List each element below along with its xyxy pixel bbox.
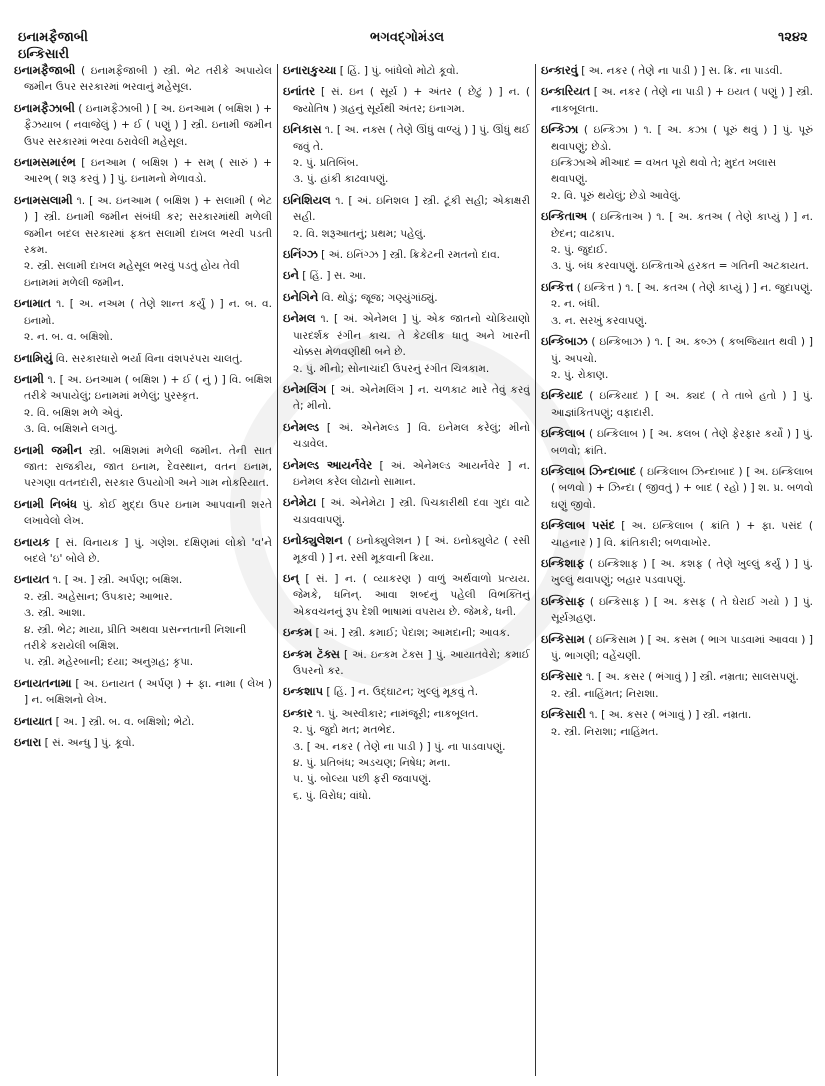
entry-definition (541, 279, 813, 296)
definition-text: ૧. પું. અસ્વીકાર; નામંજૂરી; નાકબૂલત. (316, 707, 479, 720)
entry-definition (283, 62, 530, 79)
sense: ૩. સ્ત્રી. આશા. (24, 607, 86, 620)
headword: ઇનામસલામી (14, 192, 73, 207)
dictionary-entry (283, 532, 530, 566)
sense: ૪. સ્ત્રી. ભેટ; માયા, પ્રીતિ અથવા પ્રસન્નતાની નિશાની તરીકે કરાયેલી બક્ષિશ. (24, 623, 247, 652)
sense: ૩. વિ. બક્ષિશને લગતું. (24, 423, 118, 436)
entry-definition (541, 668, 813, 685)
headword: ઇનેગિને (283, 289, 319, 304)
definition-text: [ અં. ઇનિંગ્ઝ ] સ્ત્રી. ક્રિકેટની રમતનો દાવ. (321, 249, 501, 262)
headword: ઇન્કિસામ (541, 631, 585, 646)
definition-text: [ અ. ] સ્ત્રી. બ. વ. બક્ષિશો; ભેટો. (55, 715, 195, 728)
column-3 (541, 62, 813, 1077)
column-divider (535, 64, 536, 1076)
entry-definition (283, 683, 530, 700)
headword: ઇનામાત (14, 296, 51, 311)
sense: ૨. પું. રોકાણ. (551, 368, 609, 381)
sense: ૬. પું. વિરોધ; વાંધો. (293, 789, 372, 802)
definition-text: [ અં. એનેમલિંગ ] ન. ચળકાટ મારે તેવું કરવું તે; મીનો. (293, 383, 530, 413)
entry-definition (14, 371, 272, 405)
dictionary-entry (283, 705, 530, 804)
headword: ઇનામી નિબંધ (14, 496, 78, 511)
dictionary-entry (283, 683, 530, 700)
sense: ૨. વિ. શરૂઆતનું; પ્રથમ; પહેલું. (293, 227, 427, 240)
definition-text: [ અં. એનેમલ્ડ આયર્નવેર ] ન. ઇનેમલ કરેલ લોઢાનો સામાન. (293, 459, 530, 488)
dictionary-entry (541, 208, 813, 275)
definition-text: [ અ. ઇનાયત ( અર્પણ ) + ફા. નામા ( લેખ ) ] ન. બક્ષિશનો લેખ. (24, 677, 272, 707)
dictionary-entry (283, 381, 530, 415)
entry-definition (283, 192, 530, 226)
entry-definition (283, 83, 530, 117)
dictionary-entry (14, 62, 272, 96)
definition-text: ૧. [ અ. નઅમ ( તેણે શાન્ત કર્યું ) ] ન. બ. વ. ઇનામો. (24, 298, 272, 327)
headword: ઇન્કિયાદ (541, 388, 584, 403)
definition-text: [ અં. ] સ્ત્રી. કમાઈ; પેદાશ; આમદાની; આવક. (315, 627, 511, 640)
dictionary-entry (283, 570, 530, 620)
column-divider (277, 64, 278, 1076)
definition-text: ( ઇન્કિયાદ ) [ અ. ક્યદ ( તે તાબે હતો ) ] પું. આજ્ઞાંકિતપણું; વફાદારી. (551, 390, 813, 419)
sense: ૫. સ્ત્રી. મહેરબાની; દયા; અનુગ્રહ; કૃપા. (24, 656, 194, 669)
headword: ઇનારાકુચ્ચા (283, 63, 337, 77)
definition-text: વિ. સરકારધારો ભર્યા વિના વંશપરંપરા ચાલતું. (55, 352, 243, 365)
entry-definition (14, 734, 272, 751)
definition-text: [ સં. ઇન ( સૂર્ય ) + અંતર ( છેટું ) ] ન. ( જ્યોતિષ ) ગ્રહનું સૂર્યથી અંતર; ઇનાગમ. (293, 86, 530, 115)
sense: ૨. વિ. પૂરું થયેલું; છેડો આવેલું. (551, 189, 681, 202)
entry-definition (541, 706, 813, 723)
entry-definition (283, 310, 530, 360)
dictionary-entry (283, 192, 530, 242)
definition-text: [ હિં. ] ન. ઉદ્ઘાટન; ખુલ્લું મૂકવું તે. (326, 686, 479, 699)
dictionary-entry (14, 371, 272, 438)
book-title: ભગવદ્ગોમંડલ (370, 30, 445, 45)
definition-text: [ અં. એનેમેટા ] સ્ત્રી. પિચકારીથી દવા ગુદા વાટે ચડાવવાપણું. (293, 497, 530, 526)
definition-text: [ અ. નકર ( તેણે ના પાડી ) + ઇયત ( પણું ) ] સ્ત્રી. નાકબૂલતા. (551, 86, 813, 115)
headword: ઇન્કિસાફ (541, 593, 585, 608)
headword: ઇનેમેટા (283, 495, 317, 510)
headword: ઇનામિયું (14, 350, 53, 365)
sense: ૩. ન. સરખું કરવાપણું. (551, 314, 648, 327)
dictionary-entry (14, 154, 272, 188)
entry-definition (14, 192, 272, 259)
headword: ઇનામફૈજાબી (14, 63, 76, 77)
definition-text: [ સં. ] ન. ( વ્યાકરણ ) વાળું અર્થવાળો પ્રત્યય. જેમકે, ધનિન્. આવા શબ્દનું પહેલી વિભક્તિનું એકવચનનું રૂપ દેશી ભાષામાં વપરાય છે. જેમકે, ધની. (293, 572, 530, 618)
sense: ૨. પું. પ્રતિબિંબ. (293, 157, 359, 170)
definition-text: [ હિં. ] પું. બાંધેલો મોટો કૂવો. (339, 65, 459, 77)
sense: ૩. પું. બંધ કરવાપણું. ઇન્કિતાએ હરકત = ગતિની અટકાયત. (551, 260, 809, 273)
dictionary-entry (14, 100, 272, 150)
headword: ઇને (283, 268, 299, 283)
headword: ઇનાંતર (283, 84, 316, 99)
headword: ઇનેમલિંગ (283, 381, 327, 396)
entry-definition (541, 463, 813, 513)
dictionary-entry (283, 246, 530, 263)
headword: ઇન્કિલાબ (541, 426, 586, 441)
entry-definition (541, 631, 813, 665)
entry-definition (283, 646, 530, 680)
dictionary-entry (283, 494, 530, 528)
dictionary-entry (541, 333, 813, 383)
headword: ઇન્કિશાફ (541, 555, 585, 570)
dictionary-entry (541, 279, 813, 329)
dictionary-entry (283, 310, 530, 377)
definition-text: [ હિં. ] સ. આ. (302, 270, 367, 283)
sense: ઇન્કિઝાએ મીઆદ = વખત પૂરો થવો તે; મુદત ખલાસ થવાપણું. (551, 157, 777, 186)
dictionary-entry (541, 593, 813, 627)
entry-definition (14, 496, 272, 530)
definition-text: [ સં. વિનાયક ] પું. ગણેશ. દક્ષિણમાં લોકો 'વ'ને બદલે 'ઇ' બોલે છે. (24, 536, 272, 565)
headword: ઇનારા (14, 735, 42, 750)
headword: ઇનાયત (14, 572, 50, 587)
definition-text: ( ઇન્કિતાઅ ) ૧. [ અ. કતઅ ( તેણે કાપ્યું ) ] ન. છેદન; વાઢકાપ. (551, 211, 813, 240)
dictionary-entry (541, 387, 813, 421)
headword: ઇનામી જમીન (14, 442, 82, 457)
sense: ૨. પું. જુદાઈ. (551, 244, 608, 257)
headword: ઇનામસમારંભ (14, 155, 76, 170)
entry-definition (541, 517, 813, 551)
dictionary-entry (541, 555, 813, 589)
dictionary-entry (541, 83, 813, 117)
dictionary-entry (14, 675, 272, 709)
dictionary-entry (14, 442, 272, 492)
headword: ઇન્કિઝા (541, 122, 579, 137)
entry-definition (14, 675, 272, 709)
definition-text: ( ઇન્કિબાઝ ) ૧. [ અ. કબ્ઝ ( કબજિયાત થવી ) ] પું. અપચો. (551, 336, 813, 365)
entry-definition (541, 62, 813, 79)
sense: ૨. સ્ત્રી. નાહિંમત; નિરાશા. (551, 687, 659, 700)
entry-definition (283, 246, 530, 263)
entry-definition (14, 350, 272, 367)
definition-text: ૧. [ અ. કસર ( ભંગાવું ) ] સ્ત્રી. નમ્રતા; સાલસપણું. (585, 671, 799, 684)
entry-definition (541, 121, 813, 155)
headword: ઇનેમલ્ડ આયર્નવેર (283, 457, 373, 472)
guide-word-last: ઇન્કિસારી (18, 47, 70, 62)
definition-text: ૧. [ અં. એનેમલ ] પું. એક જાતનો ચોકિયાણો પારદર્શક રંગીન કાચ. તે કેટલીક ધાતુ અને ખારની ચોક્કસ મેળવણીથી બને છે. (293, 313, 530, 359)
definition-text: ( ઇન્કિશાફ ) [ અ. કશફ ( તેણે ખુલ્લું કર્યું ) ] પું. ખુલ્લું થવાપણું; બહાર પડવાપણું. (551, 557, 813, 587)
headword: ઇનેમલ્ડ (283, 419, 320, 434)
sense: ૨. ન. બંધી. (551, 298, 600, 311)
entry-definition (14, 571, 272, 588)
sense: ૪. પું. પ્રતિબંધ; અડચણ; નિષેધ; મના. (293, 757, 451, 770)
entry-definition (541, 425, 813, 459)
dictionary-entry (14, 496, 272, 530)
definition-text: સ્ત્રી. બક્ષિશમાં મળેલી જમીન. તેની સાત જાત: રાજકીય, જાત ઇનામ, દેવસ્થાન, વતન ઇનામ, પરગણા વતનદારી, સરકાર ઉપયોગી અને ગામ નોકરિયાત. (24, 444, 272, 490)
headword: ઇનાયતનામા (14, 675, 72, 690)
definition-text: ૧. [ અ. કસર ( ભંગાવું ) ] સ્ત્રી. નમ્રતા. (589, 709, 752, 722)
sense: ૨. પું. જુદો મત; મતભેદ. (293, 724, 396, 737)
definition-text: ( ઇન્કિલાબ ઝિન્દાબાદ ) [ અ. ઇન્કિલાબ ( બળવો ) + ઝિન્દા ( જીવતું ) + બાદ ( રહો ) ] શ. પ્ર. બળવો ઘણું જીવો. (551, 465, 813, 511)
headword: ઇન્કિતાઅ (541, 209, 588, 224)
definition-text: ( ઇનોક્યુલેશન ) [ અં. ઇનોક્યુલેટ ( રસી મૂકવી ) ] ન. રસી મૂકવાની ક્રિયા. (293, 535, 530, 564)
definition-text: ૧. [ અ. ] સ્ત્રી. અર્પણ; બક્ષિશ. (52, 574, 183, 587)
definition-text: ૧. [ અ. નક્સ ( તેણે ઊંધું વાળ્યું ) ] પું. ઊંધું થઈ જવું તે. (293, 124, 530, 153)
definition-text: [ સં. અન્ધુ ] પું. કૂવો. (44, 737, 135, 750)
sense: ૨. પું. મીનો; સોનાચાંદી ઉપરનું રંગીત ચિત્રકામ. (293, 362, 490, 375)
dictionary-entry (541, 668, 813, 702)
dictionary-entry (283, 289, 530, 306)
headword: ઇન્કિલાબ ઝિન્દાબાદ (541, 463, 636, 478)
dictionary-entry (541, 463, 813, 513)
dictionary-entry (541, 425, 813, 459)
definition-text: વિ. થોડું; જૂજ; ગણ્યુંગાંઠ્યું. (321, 291, 438, 304)
entry-definition (14, 713, 272, 730)
headword: ઇનોક્યુલેશન (283, 533, 343, 548)
entry-definition (283, 419, 530, 453)
entry-definition (541, 208, 813, 242)
dictionary-entry (283, 624, 530, 641)
entry-definition (541, 333, 813, 367)
dictionary-entry (14, 350, 272, 367)
dictionary-entry (14, 295, 272, 345)
dictionary-entry (14, 192, 272, 291)
entry-definition (283, 705, 530, 722)
entry-definition (283, 494, 530, 528)
sense: ૨. સ્ત્રી. નિરાશા; નાહિંમત. (551, 725, 659, 738)
dictionary-entry (283, 121, 530, 188)
entry-definition (283, 570, 530, 620)
entry-definition (541, 593, 813, 627)
guide-word-first: ઇનામફૈજાબી (18, 30, 88, 45)
column-1 (14, 62, 272, 1077)
entry-definition (283, 267, 530, 284)
dictionary-entry (14, 713, 272, 730)
entry-definition (541, 387, 813, 421)
headword: ઇનિકાસ (283, 122, 322, 137)
dictionary-entry (541, 631, 813, 665)
dictionary-entry (283, 83, 530, 117)
entry-definition (14, 442, 272, 492)
entry-definition (283, 121, 530, 155)
headword: ઇનિશિયલ (283, 192, 331, 207)
sense: ૨. વિ. બક્ષિશ મળે એવું. (24, 406, 124, 419)
column-2 (283, 62, 530, 1077)
headword: ઇનિંગ્ઝ (283, 247, 318, 262)
sense: ૨. સ્ત્રી. અહેસાન; ઉપકાર; આભાર. (24, 590, 173, 603)
headword: ઇન્કમ ટૅક્સ (283, 646, 340, 661)
sense: ૨. ન. બ. વ. બક્ષિશો. (24, 331, 113, 344)
headword: ઇન્કિસારી (541, 707, 586, 722)
headword: ઇનામી (14, 371, 44, 386)
headword: ઇનામફૈઝાબી (14, 100, 75, 115)
headword: ઇન્કારિયત (541, 84, 591, 99)
sense: ૨. સ્ત્રી. સલામી દાખલ મહેસૂલ ભરવું પડતું હોય તેવી ઇનામમાં મળેલી જમીન. (24, 260, 240, 289)
entry-definition (283, 532, 530, 566)
dictionary-entry (14, 534, 272, 568)
definition-text: ( ઇન્કિસાફ ) [ અ. કસફ ( તે ઘેરાઈ ગયો ) ] પું. સૂર્યગ્રહણ. (551, 595, 813, 625)
headword: ઇનાયક (14, 534, 50, 549)
definition-text: ( ઇન્કિઝા ) ૧. [ અ. કઝા ( પૂરું થવું ) ] પું. પૂરું થવાપણું; છેડો. (551, 124, 813, 153)
headword: ઇનેમલ (283, 311, 316, 326)
entry-definition (283, 381, 530, 415)
headword: ઇન્કિલાબ પસંદ (541, 518, 616, 533)
definition-text: ( ઇનામફૈઝાબી ) [ અ. ઇનઆમ ( બક્ષિશ ) + ફૈઝયાબ ( નવાજેલું ) + ઈ ( પણું ) ] સ્ત્રી. ઇનામી જમીન ઉપર સરકારમાં ભરવા ઠરાવેલી મહેસૂલ. (24, 102, 272, 148)
dictionary-entry (541, 517, 813, 551)
entry-definition (14, 62, 272, 96)
headword: ઇન્કશાપ (283, 684, 324, 699)
definition-text: ( ઇનામફૈજાબી ) સ્ત્રી. ભેટ તરીકે અપાયેલ જમીન ઉપર સરકારમાં ભરવાનું મહેસૂલ. (24, 65, 272, 94)
sense: ૩. પું. હાંકી કાઢવાપણું. (293, 173, 389, 186)
definition-text: [ અં. ઇન્કમ ટૅક્સ ] પું. આયાતવેરો; કમાઈ ઉપરનો કર. (293, 648, 530, 677)
headword: ઇન્કાર (283, 705, 313, 720)
dictionary-entry (541, 121, 813, 204)
definition-text: [ અં. એનેમલ્ડ ] વિ. ઇનેમલ કરેલું; મીનો ચડાવેલ. (293, 421, 530, 451)
definition-text: [ અ. ઇન્કિલાબ ( ક્રાંતિ ) + ફા. પસંદ ( ચાહનાર ) ] વિ. ક્રાંતિકારી; બળવાખોર. (551, 520, 813, 549)
entry-definition (14, 534, 272, 568)
entry-definition (14, 100, 272, 150)
entry-definition (283, 624, 530, 641)
definition-text: ( ઇન્કિલાબ ) [ અ. કલબ ( તેણે ફેરફાર કર્યો ) ] પું. બળવો; ક્રાંતિ. (551, 428, 813, 457)
dictionary-entry (283, 457, 530, 491)
dictionary-entry (283, 419, 530, 453)
headword: ઇન્કમ (283, 625, 313, 640)
entry-definition (14, 154, 272, 188)
entry-definition (541, 83, 813, 117)
entry-definition (541, 555, 813, 589)
definition-text: [ ઇનઆમ ( બક્ષિશ ) + સમ્ ( સારું ) + આરભ્ ( શરૂ કરવું ) ] પું. ઇનામનો મેળાવડો. (24, 157, 272, 186)
definition-text: ૧. [ અ. ઇનઆમ ( બક્ષિશ ) + સલામી ( ભેટ ) ] સ્ત્રી. ઇનામી જમીન સંબંધી કર; સરકારમાંથી મળેલી જમીન બદલ સરકારમાં ફક્ત સલામી દાખલ ભરવી પડતી રકમ. (24, 194, 272, 257)
page-number: ૧૨૪૨ (778, 30, 808, 45)
headword: ઇન્કિબાઝ (541, 334, 588, 349)
dictionary-entry (283, 646, 530, 680)
sense: ૩. [ અ. નકર ( તેણે ના પાડી ) ] પું. ના પાડવાપણું. (293, 740, 506, 753)
dictionary-entry (14, 734, 272, 751)
headword: ઇન્કિત્ત (541, 279, 574, 294)
dictionary-entry (541, 62, 813, 79)
definition-text: ૧. [ અ. ઇનઆમ ( બક્ષિશ ) + ઈ ( નું ) ] વિ. બક્ષિશ તરીકે અપાયેલું; ઇનામમાં મળેલું; પુરસ્કૃત. (24, 373, 272, 403)
definition-text: ( ઇન્કિસામ ) [ અ. કસમ ( ભાગ પાડવામાં આવવા ) ] પું. ભાગણી; વહેંચણી. (551, 633, 813, 662)
headword: ઇન્કારવું (541, 63, 578, 77)
dictionary-entry (14, 571, 272, 670)
headword: ઇન્ (283, 570, 299, 585)
definition-text: [ અ. નકર ( તેણે ના પાડી ) ] સ. ક્રિ. ના પાડવી. (581, 65, 783, 77)
definition-text: પું. કોઈ મુદ્દા ઉપર ઇનામ આપવાની શરતે લખાવેલો લેખ. (24, 498, 272, 528)
dictionary-entry (283, 267, 530, 284)
definition-text: ( ઇન્કિત્ત ) ૧. [ અ. કતઅ ( તેણે કાપ્યું ) ] ન. જુદાપણું. (576, 281, 813, 294)
entry-definition (14, 295, 272, 329)
headword: ઇન્કિસાર (541, 669, 583, 684)
dictionary-entry (283, 62, 530, 79)
entry-definition (283, 457, 530, 491)
headword: ઇનાયાત (14, 713, 53, 728)
entry-definition (283, 289, 530, 306)
dictionary-entry (541, 706, 813, 740)
sense: ૫. પું. બોલ્યા પછી ફરી જવાપણું. (293, 773, 432, 786)
definition-text: ૧. [ અં. ઇનિશલ ] સ્ત્રી. ટૂંકી સહી; એકાક્ષરી સહી. (293, 194, 530, 224)
